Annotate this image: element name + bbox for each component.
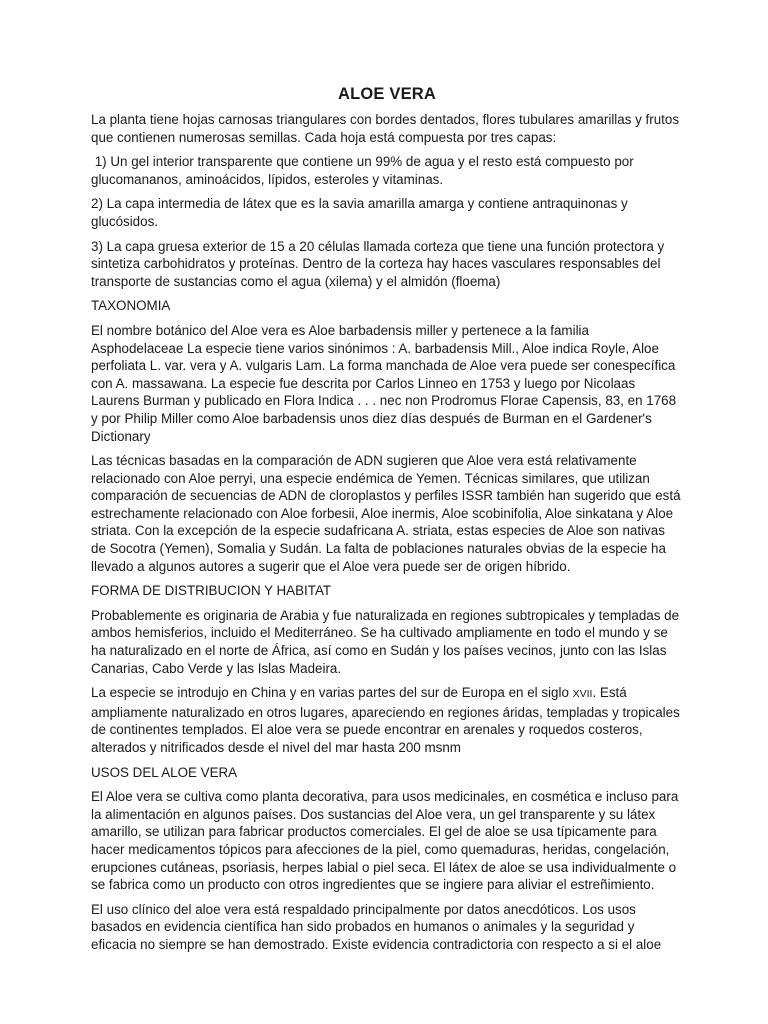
layer-1-paragraph: 1) Un gel interior transparente que contiene un 99% de agua y el resto está compuesto por glucomananos, aminoácidos, lípidos, esteroles y vitaminas.: [91, 154, 638, 187]
century-numeral: XVII: [572, 688, 593, 701]
layer-3-paragraph: 3) La capa gruesa exterior de 15 a 20 células llamada corteza que tiene una función protectora y sintetiza carbohidratos y proteínas. Dentro de la corteza hay haces vasculares responsables del transporte de sustancias como el agua (xilema) y el almidón (floema): [91, 238, 665, 289]
document-title: ALOE VERA: [337, 85, 437, 103]
usos-paragraph: El uso clínico del aloe vera está respaldado principalmente por datos anecdóticos. Los usos basados en evidencia científica han sido probados en humanos o animales y la seguridad y eficacia no siempre se han demostrado. Existe evidencia contradictoria con respecto a si el aloe: [91, 901, 662, 952]
layer-2-paragraph: 2) La capa intermedia de látex que es la savia amarilla amarga y contiene antraquinonas y glucósidos.: [91, 196, 628, 229]
document-page: [91, 84, 683, 961]
taxonomia-heading: TAXONOMIA: [91, 298, 171, 314]
distribucion-text-before: La especie se introdujo en China y en varias partes del sur de Europa en el siglo: [91, 685, 573, 701]
taxonomia-paragraph: El nombre botánico del Aloe vera es Aloe barbadensis miller y pertenece a la familia Asphodelaceae La especie tiene varios sinónimos : A. barbadensis Mill., Aloe indica Royle, Aloe perfoliata L. var. vera y A. vulgaris Lam. La forma manchada de Aloe vera puede ser conespecífica con A. massawana. La especie fue descrita por Carlos Linneo en 1753 y luego por Nicolaas Laurens Burman y publicado en Flora Indica . . . nec non Prodromus Florae Capensis, 83, en 1768 y por Philip Miller como Aloe barbadensis unos diez días después de Burman en el Gardener's Dictionary: [91, 322, 677, 444]
distribucion-text-after: . Está ampliamente naturalizado en otros lugares, apareciendo en regiones áridas, templadas y tropicales de continentes templados. El aloe vera se puede encontrar en arenales y roquedos costeros, alterados y nitrificados desde el nivel del mar hasta 200 msnm: [91, 685, 680, 755]
usos-heading: USOS DEL ALOE VERA: [91, 764, 238, 780]
usos-paragraph: El Aloe vera se cultiva como planta decorativa, para usos medicinales, en cosmética e incluso para la alimentación en algunos países. Dos sustancias del Aloe vera, un gel transparente y su látex amarillo, se utilizan para fabricar productos comerciales. El gel de aloe se usa típicamente para hacer medicamentos tópicos para afecciones de la piel, como quemaduras, heridas, congelación, erupciones cutáneas, psoriasis, herpes labial o piel seca. El látex de aloe se usa individualmente o se fabrica como un producto con otros ingredientes que se ingiere para aliviar el estreñimiento.: [91, 789, 679, 893]
distribucion-heading: FORMA DE DISTRIBUCION Y HABITAT: [91, 583, 332, 599]
intro-paragraph: La planta tiene hojas carnosas triangulares con bordes dentados, flores tubulares amarillas y frutos que contienen numerosas semillas. Cada hoja está compuesta por tres capas:: [91, 112, 680, 145]
taxonomia-paragraph: Las técnicas basadas en la comparación de ADN sugieren que Aloe vera está relativamente relacionado con Aloe perryi, una especie endémica de Yemen. Técnicas similares, que utilizan comparación de secuencias de ADN de cloroplastos y perfiles ISSR también han sugerido que está estrechamente relacionado con Aloe forbesii, Aloe inermis, Aloe scobinifolia, Aloe sinkatana y Aloe striata. Con la excepción de la especie sudafricana A. striata, estas especies de Aloe son nativas de Socotra (Yemen), Somalia y Sudán. La falta de poblaciones naturales obvias de la especie ha llevado a algunos autores a sugerir que el Aloe vera puede ser de origen híbrido.: [91, 453, 681, 574]
distribucion-paragraph: Probablemente es originaria de Arabia y fue naturalizada en regiones subtropicales y templadas de ambos hemisferios, incluido el Mediterráneo. Se ha cultivado ampliamente en todo el mundo y se ha naturalizado en el norte de África, así como en Sudán y los países vecinos, junto con las Islas Canarias, Cabo Verde y las Islas Madeira.: [91, 607, 680, 676]
distribucion-paragraph: [91, 684, 683, 756]
